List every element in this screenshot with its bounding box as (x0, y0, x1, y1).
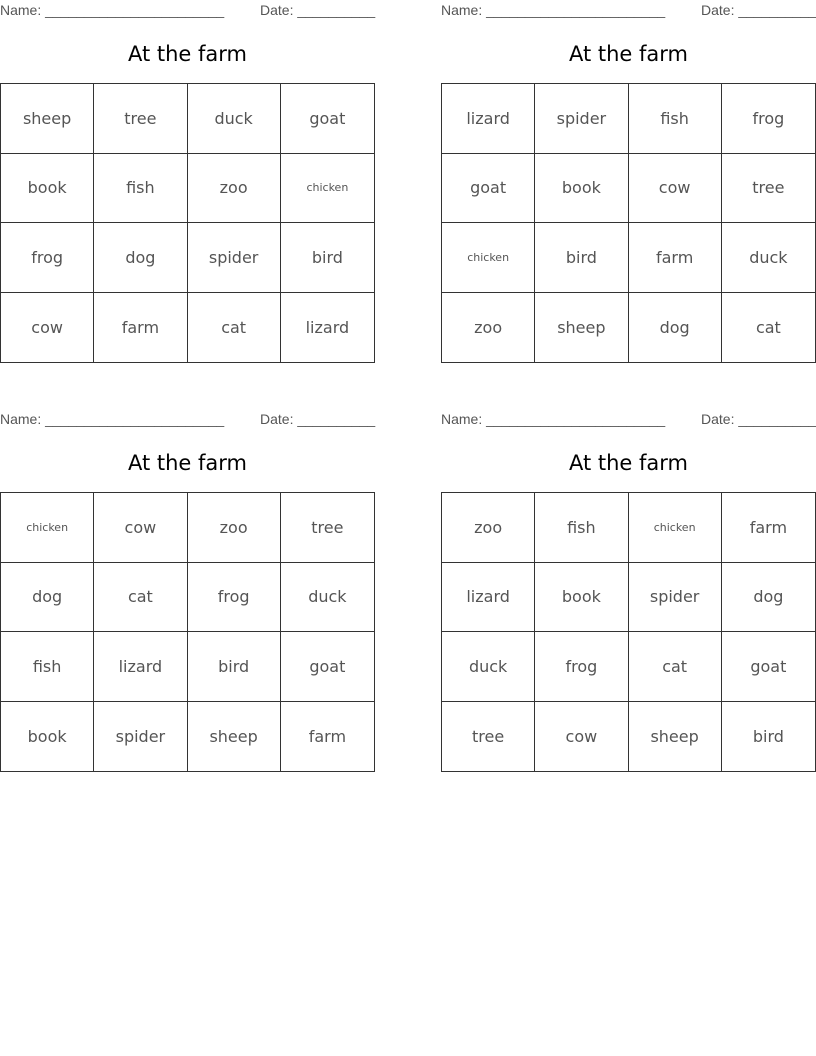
bingo-cell: bird (188, 632, 281, 702)
card-header (0, 2, 375, 20)
card-title: At the farm (127, 42, 248, 66)
bingo-card (441, 409, 816, 772)
bingo-cell: chicken (1, 493, 94, 563)
bingo-cell: bird (281, 223, 374, 293)
bingo-cell: book (1, 154, 94, 224)
bingo-cell: sheep (535, 293, 628, 363)
bingo-cell: cow (1, 293, 94, 363)
bingo-cell: cow (94, 493, 187, 563)
bingo-cell: fish (94, 154, 187, 224)
bingo-cell: fish (629, 84, 722, 154)
bingo-cell: cow (629, 154, 722, 224)
bingo-cell: book (535, 154, 628, 224)
bingo-grid (441, 492, 816, 772)
bingo-cell: lizard (305, 317, 350, 337)
date-field[interactable]: Date: __________ (260, 411, 376, 427)
name-field[interactable]: Name: _______________________ (441, 411, 666, 427)
bingo-cell: frog (535, 632, 628, 702)
bingo-cell: duck (722, 223, 815, 293)
bingo-cell: duck (188, 84, 281, 154)
bingo-cell: goat (281, 632, 374, 702)
bingo-cell: sheep (1, 84, 94, 154)
bingo-cell: tree (94, 84, 187, 154)
bingo-cell: frog (722, 84, 815, 154)
bingo-cell: cat (755, 317, 781, 337)
bingo-cell: cow (535, 702, 628, 772)
card-title: At the farm (568, 42, 689, 66)
bingo-cell: zoo (442, 293, 535, 363)
name-field[interactable]: Name: _______________________ (441, 2, 666, 18)
bingo-cell: cat (188, 293, 281, 363)
bingo-cell: frog (1, 223, 94, 293)
bingo-card (0, 409, 375, 772)
bingo-cell: chicken (442, 223, 535, 293)
bingo-cell: tree (442, 702, 535, 772)
card-title: At the farm (568, 451, 689, 475)
bingo-cell: sheep (188, 702, 281, 772)
bingo-cell: spider (94, 702, 187, 772)
bingo-cell: spider (629, 563, 722, 633)
bingo-cell: book (1, 702, 94, 772)
bingo-cell: chicken (281, 154, 374, 224)
bingo-cell: cat (94, 563, 187, 633)
bingo-grid (441, 83, 816, 363)
bingo-cell: goat (442, 154, 535, 224)
bingo-cell: dog (722, 563, 815, 633)
bingo-cell: farm (308, 726, 347, 746)
bingo-cell: farm (629, 223, 722, 293)
card-header (441, 2, 816, 20)
name-field[interactable]: Name: _______________________ (0, 2, 225, 18)
card-header (0, 411, 375, 429)
bingo-cell: spider (535, 84, 628, 154)
bingo-cell: duck (442, 632, 535, 702)
bingo-cell: farm (94, 293, 187, 363)
bingo-cell: bird (535, 223, 628, 293)
bingo-cell: lizard (442, 563, 535, 633)
bingo-cell: lizard (442, 84, 535, 154)
bingo-card (441, 0, 816, 363)
bingo-cell: goat (281, 84, 374, 154)
bingo-cell: zoo (442, 493, 535, 563)
bingo-cell: chicken (629, 493, 722, 563)
bingo-cell: dog (1, 563, 94, 633)
bingo-cell: goat (722, 632, 815, 702)
bingo-grid (0, 492, 375, 772)
bingo-cell: fish (535, 493, 628, 563)
bingo-card (0, 0, 375, 363)
bingo-cell: dog (94, 223, 187, 293)
date-field[interactable]: Date: __________ (701, 411, 816, 427)
date-field[interactable]: Date: __________ (701, 2, 816, 18)
bingo-cell: zoo (188, 154, 281, 224)
name-field[interactable]: Name: _______________________ (0, 411, 225, 427)
bingo-cell: lizard (94, 632, 187, 702)
bingo-cell: sheep (629, 702, 722, 772)
bingo-cell: frog (188, 563, 281, 633)
card-header (441, 411, 816, 429)
bingo-cell: tree (281, 493, 374, 563)
bingo-grid (0, 83, 375, 363)
bingo-cell: cat (629, 632, 722, 702)
card-title: At the farm (127, 451, 248, 475)
bingo-cell: duck (281, 563, 374, 633)
bingo-cell: tree (722, 154, 815, 224)
bingo-cell: dog (629, 293, 722, 363)
bingo-cell: farm (722, 493, 815, 563)
bingo-cell: spider (188, 223, 281, 293)
bingo-cell: book (535, 563, 628, 633)
bingo-cell: fish (1, 632, 94, 702)
bingo-cell: zoo (188, 493, 281, 563)
date-field[interactable]: Date: __________ (260, 2, 376, 18)
bingo-cell: bird (752, 726, 784, 746)
